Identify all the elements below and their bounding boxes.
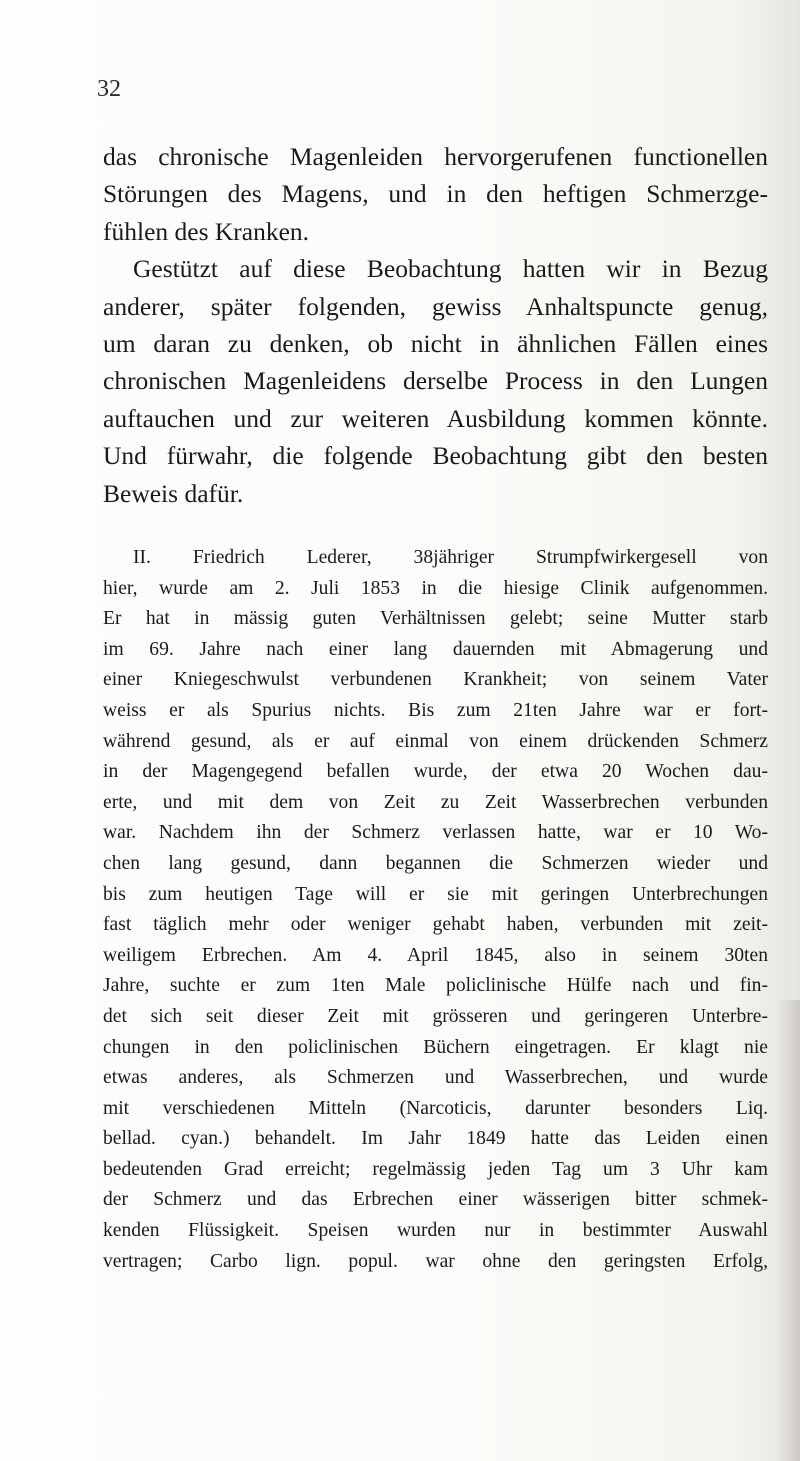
text-line: Und fürwahr, die folgende Beobachtung gibt den besten (103, 441, 768, 471)
case-line: in der Magengegend befallen wurde, der etwa 20 Wochen dau- (103, 761, 768, 783)
case-line: bedeutenden Grad erreicht; regelmässig jeden Tag um 3 Uhr kam (103, 1158, 768, 1180)
case-line: einer Kniegeschwulst verbundenen Krankheit; von seinem Vater (103, 669, 768, 691)
text-line: um daran zu denken, ob nicht in ähnlichen Fällen eines (103, 329, 768, 359)
case-line: chungen in den policlinischen Büchern eingetragen. Er klagt nie (103, 1036, 768, 1058)
text-line: Gestützt auf diese Beobachtung hatten wir in Bezug (133, 254, 768, 284)
text-line: fühlen des Kranken. (103, 216, 310, 246)
text-line: auftauchen und zur weiteren Ausbildung kommen könnte. (103, 403, 768, 433)
case-line: hier, wurde am 2. Juli 1853 in die hiesige Clinik aufgenommen. (103, 577, 768, 599)
case-line: vertragen; Carbo lign. popul. war ohne den geringsten Erfolg, (103, 1250, 768, 1272)
case-line: det sich seit dieser Zeit mit grösseren und geringeren Unterbre- (103, 1005, 768, 1027)
text-line: Störungen des Magens, und in den heftigen Schmerzge- (103, 179, 768, 209)
case-line: kenden Flüssigkeit. Speisen wurden nur in bestimmter Auswahl (103, 1220, 768, 1242)
case-report (103, 543, 768, 1277)
case-line: im 69. Jahre nach einer lang dauernden mit Abmagerung und (103, 638, 768, 660)
case-line: Er hat in mässig guten Verhältnissen gelebt; seine Mutter starb (103, 608, 768, 630)
case-line: bis zum heutigen Tage will er sie mit geringen Unterbrechungen (103, 883, 768, 905)
case-line: mit verschiedenen Mitteln (Narcoticis, darunter besonders Liq. (103, 1097, 768, 1119)
case-line: II. Friedrich Lederer, 38jähriger Strumpfwirkergesell von (133, 547, 768, 568)
case-line: weiligem Erbrechen. Am 4. April 1845, also in seinem 30ten (103, 944, 768, 966)
case-line: fast täglich mehr oder weniger gehabt haben, verbunden mit zeit- (103, 914, 768, 936)
case-line: war. Nachdem ihn der Schmerz verlassen hatte, war er 10 Wo- (103, 822, 768, 844)
case-line: erte, und mit dem von Zeit zu Zeit Wasserbrechen verbunden (103, 791, 768, 813)
case-line: weiss er als Spurius nichts. Bis zum 21ten Jahre war er fort- (103, 699, 768, 721)
text-line: Beweis dafür. (103, 478, 244, 508)
case-line: Jahre, suchte er zum 1ten Male policlinische Hülfe nach und fin- (103, 975, 768, 997)
case-line: chen lang gesund, dann begannen die Schmerzen wieder und (103, 852, 768, 874)
text-line: das chronische Magenleiden hervorgerufenen functionellen (103, 142, 768, 171)
text-line: chronischen Magenleidens derselbe Process in den Lungen (103, 366, 768, 396)
page-edge-shadow (776, 1000, 800, 1461)
page-number: 32 (97, 76, 121, 102)
case-line: bellad. cyan.) behandelt. Im Jahr 1849 hatte das Leiden einen (103, 1128, 768, 1150)
case-line: während gesund, als er auf einmal von einem drückenden Schmerz (103, 730, 768, 752)
case-line: etwas anderes, als Schmerzen und Wasserbrechen, und wurde (103, 1067, 768, 1089)
main-paragraphs (103, 138, 768, 512)
case-line: der Schmerz und das Erbrechen einer wässerigen bitter schmek- (103, 1189, 768, 1211)
text-line: anderer, später folgenden, gewiss Anhaltspuncte genug, (103, 291, 768, 321)
